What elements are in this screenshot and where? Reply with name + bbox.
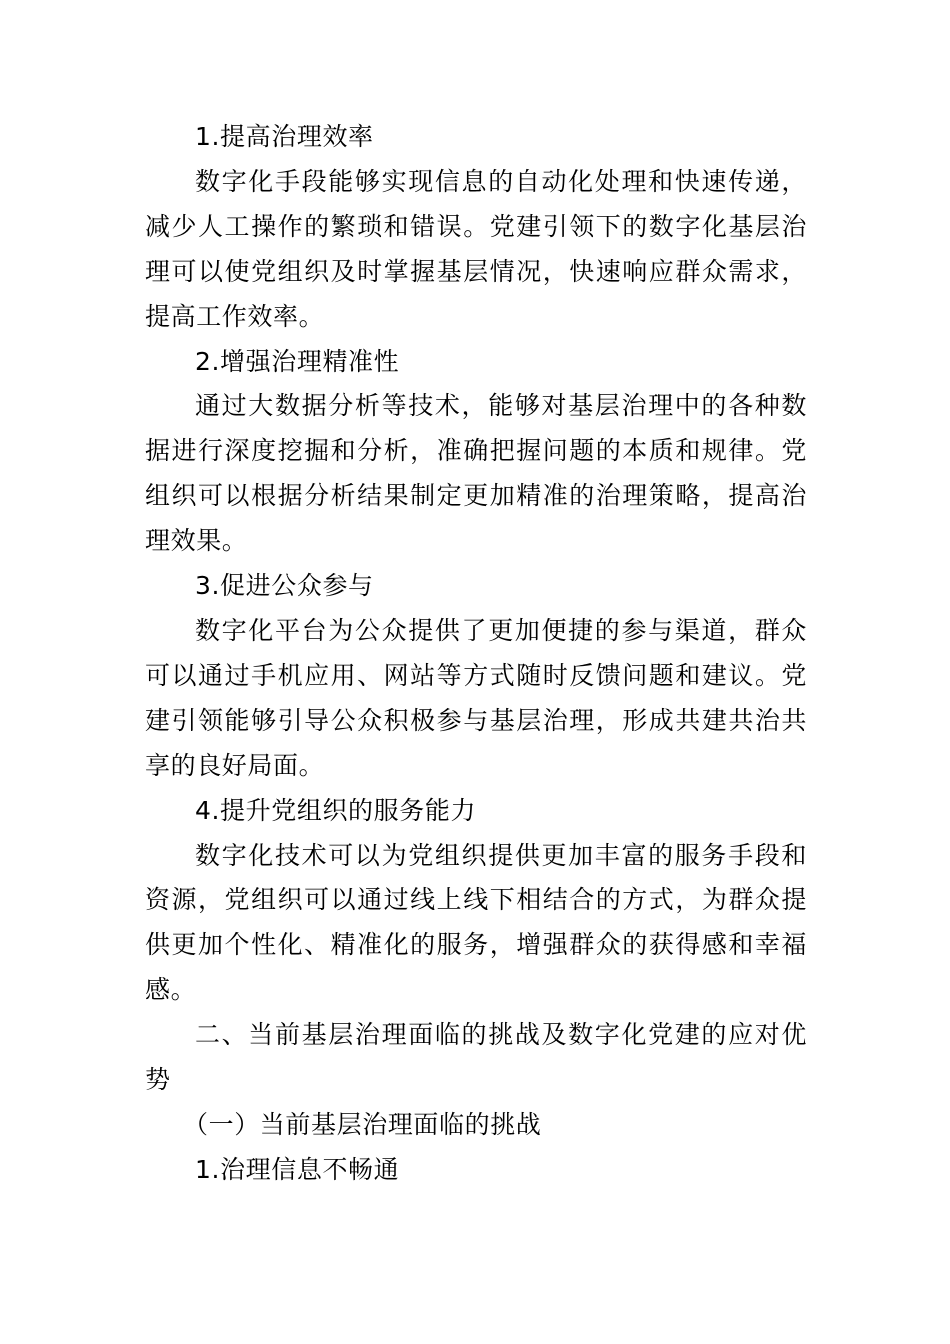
paragraph-improve-efficiency: 数字化手段能够实现信息的自动化处理和快速传递，减少人工操作的繁琐和错误。党建引领下的数字化基层治理可以使党组织及时掌握基层情况，快速响应群众需求，提高工作效率。 <box>145 166 807 331</box>
heading-improve-efficiency: 1.提高治理效率 <box>195 122 374 151</box>
paragraph-service-capacity: 数字化技术可以为党组织提供更加丰富的服务手段和资源，党组织可以通过线上线下相结合的方式，为群众提供更加个性化、精准化的服务，增强群众的获得感和幸福感。 <box>145 840 807 1005</box>
heading-service-capacity: 4.提升党组织的服务能力 <box>195 795 477 825</box>
heading-information-flow: 1.治理信息不畅通 <box>195 1154 400 1184</box>
document-body <box>145 115 807 1193</box>
heading-enhance-precision: 2.增强治理精准性 <box>195 346 400 376</box>
subsection-heading-current-challenges: （一）当前基层治理面临的挑战 <box>183 1109 542 1139</box>
section-heading-challenges: 二、当前基层治理面临的挑战及数字化党建的应对优势 <box>145 1020 807 1095</box>
paragraph-public-participation: 数字化平台为公众提供了更加便捷的参与渠道，群众可以通过手机应用、网站等方式随时反馈问题和建议。党建引领能够引导公众积极参与基层治理，形成共建共治共享的良好局面。 <box>145 615 807 780</box>
heading-public-participation: 3.促进公众参与 <box>195 571 374 601</box>
paragraph-enhance-precision: 通过大数据分析等技术，能够对基层治理中的各种数据进行深度挖掘和分析，准确把握问题的本质和规律。党组织可以根据分析结果制定更加精准的治理策略，提高治理效果。 <box>145 391 807 556</box>
